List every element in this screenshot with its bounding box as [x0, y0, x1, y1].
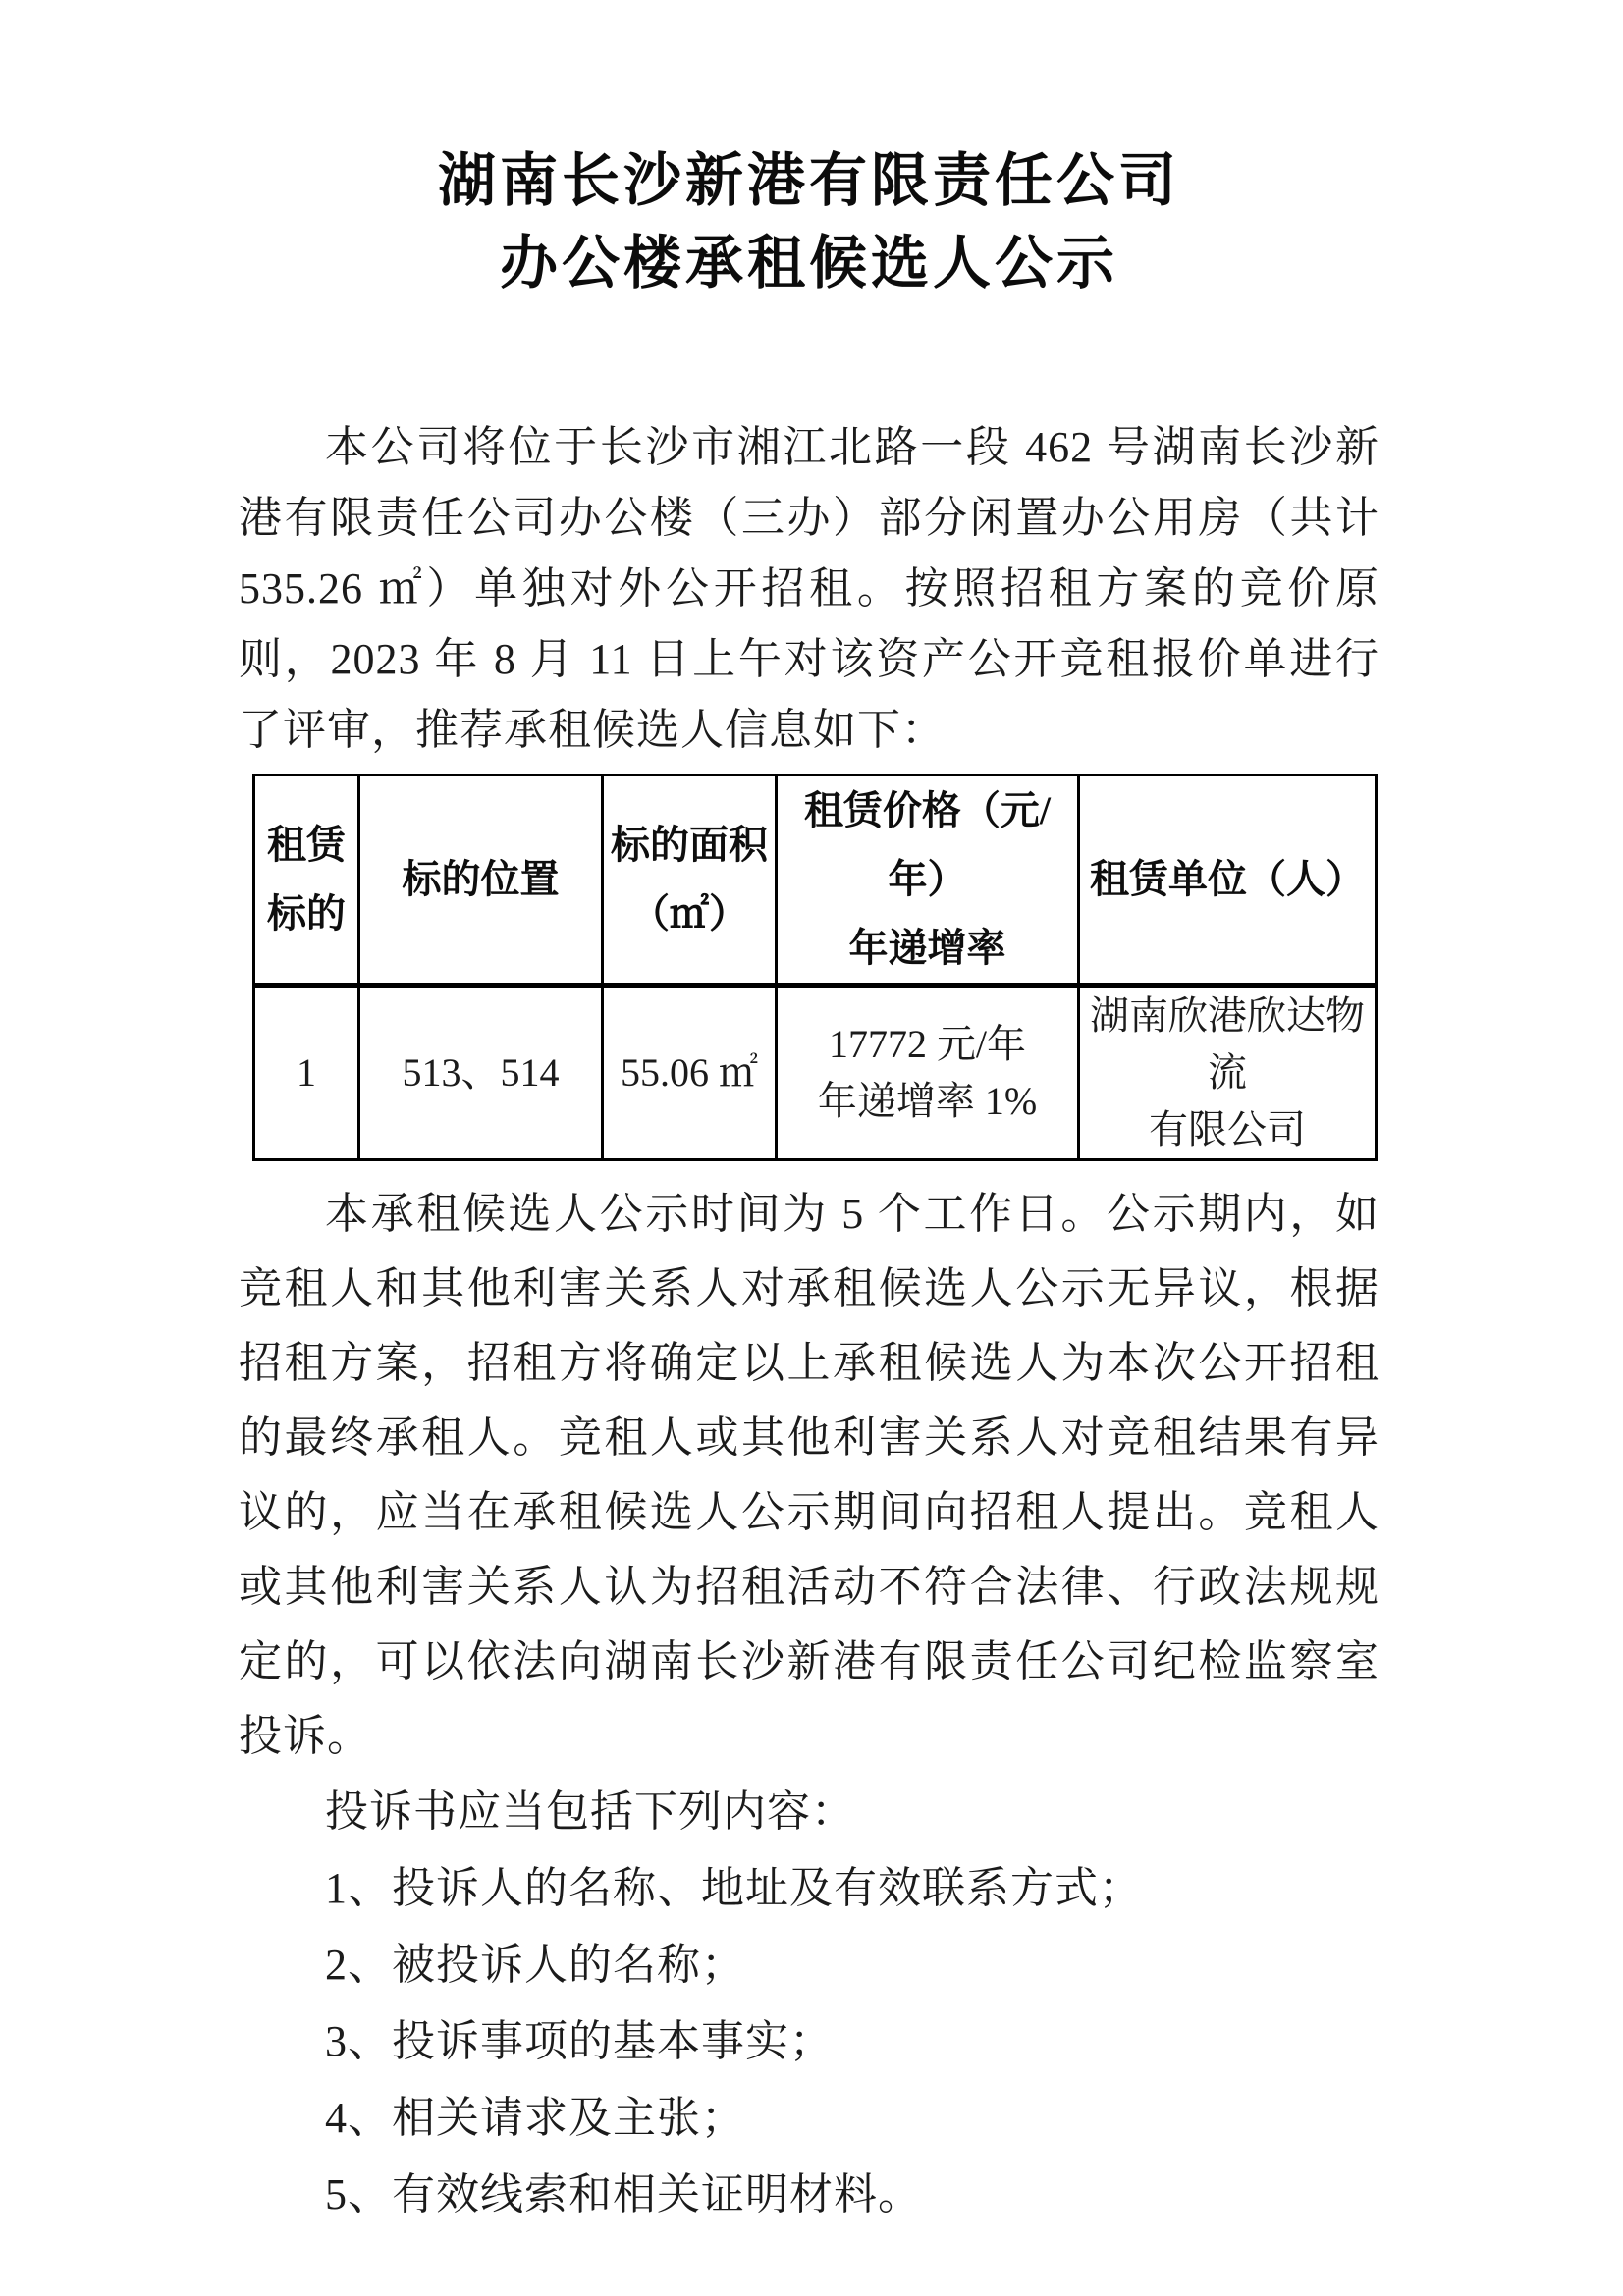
header-cell-tenant: 租赁单位（人）: [1079, 775, 1377, 986]
cell-tenant-name: 湖南欣港欣达物流 有限公司: [1079, 986, 1377, 1160]
table-row: [254, 986, 1377, 1160]
document-content: [239, 139, 1380, 2233]
complaint-item-5: 5、有效线索和相关证明材料。: [325, 2170, 922, 2218]
complaint-item-3: 3、投诉事项的基本事实；: [325, 2017, 834, 2065]
document-title-line-2: 办公楼承租候选人公示: [499, 231, 1118, 295]
intro-paragraph: 本公司将位于长沙市湘江北路一段 462 号湖南长沙新港有限责任公司办公楼（三办）部分闲置办公用房（共计 535.26 ㎡）单独对外公开招租。按照招租方案的竞价原则，2023 年 8 月 11 日上午对该资产公开竞租报价单进行了评审，推荐承租候选人信息如下：: [239, 423, 1380, 754]
header-cell-rent-price: 租赁价格（元/年） 年递增率: [777, 775, 1079, 986]
complaint-intro: 投诉书应当包括下列内容：: [325, 1788, 855, 1836]
cell-subject-area: 55.06 ㎡: [603, 986, 777, 1160]
complaint-list: [239, 1850, 1380, 2233]
announcement-paragraph: 本承租候选人公示时间为 5 个工作日。公示期内，如竞租人和其他利害关系人对承租候选人公示无异议，根据招租方案，招租方将确定以上承租候选人为本次公开招租的最终承租人。竞租人或其他利害关系人对竞租结果有异议的，应当在承租候选人公示期间向招租人提出。竞租人或其他利害关系人认为招租活动不符合法律、行政法规规定的，可以依法向湖南长沙新港有限责任公司纪检监察室投诉。: [239, 1190, 1380, 1760]
cell-subject-location: 513、514: [359, 986, 603, 1160]
document-title: [239, 139, 1380, 304]
cell-lease-subject-number: 1: [254, 986, 359, 1160]
cell-rent-price: 17772 元/年 年递增率 1%: [777, 986, 1079, 1160]
table-header: [254, 775, 1377, 986]
document-title-line-1: 湖南长沙新港有限责任公司: [437, 148, 1180, 213]
complaint-item-4: 4、相关请求及主张；: [325, 2094, 745, 2142]
header-cell-subject-location: 标的位置: [359, 775, 603, 986]
header-cell-lease-subject: 租赁 标的: [254, 775, 359, 986]
candidates-table: [252, 774, 1378, 1161]
complaint-item-1: 1、投诉人的名称、地址及有效联系方式；: [325, 1864, 1143, 1912]
table-body: [254, 986, 1377, 1160]
header-cell-subject-area: 标的面积 （㎡）: [603, 775, 777, 986]
complaint-item-2: 2、被投诉人的名称；: [325, 1941, 745, 1989]
table-header-row: [254, 775, 1377, 986]
